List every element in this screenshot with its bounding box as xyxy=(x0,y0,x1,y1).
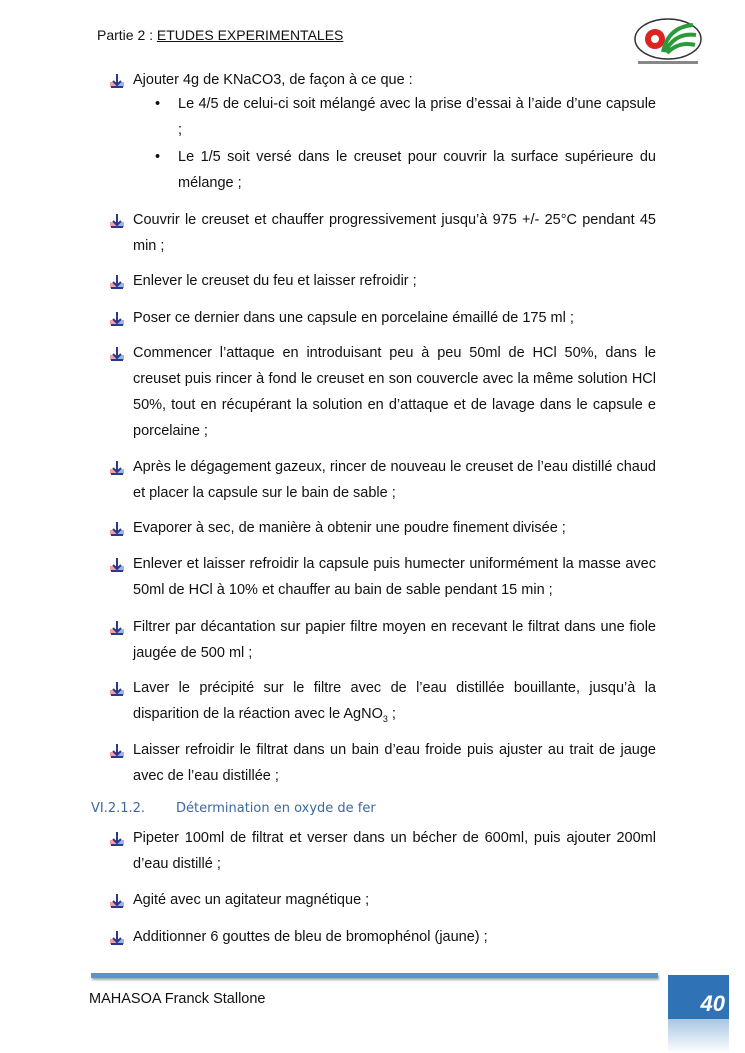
list-item xyxy=(110,340,656,444)
list-item xyxy=(110,887,656,913)
list-item-text: Couvrir le creuset et chauffer progressivement jusqu’à 975 +/- 25°C pendant 45 min ; xyxy=(133,212,656,254)
bullet-icon: • xyxy=(155,96,161,112)
list-item xyxy=(110,675,656,732)
arrow-down-bullet-icon xyxy=(110,931,124,945)
arrow-down-bullet-icon xyxy=(110,682,124,696)
list-item-text: Commencer l’attaque en introduisant peu à peu 50ml de HCl 50%, dans le creuset puis rincer à fond le creuset en son couvercle avec la même solution HCl 50%, tout en récupérant la solution en d’attaque et de lavage dans le capsule e porcelaine ; xyxy=(133,345,656,439)
arrow-down-bullet-icon xyxy=(110,744,124,758)
list-item-text: Evaporer à sec, de manière à obtenir une poudre finement divisée ; xyxy=(133,520,566,536)
arrow-down-bullet-icon xyxy=(110,461,124,475)
list-item xyxy=(110,268,656,294)
footer-author: MAHASOA Franck Stallone xyxy=(89,991,266,1007)
arrow-down-bullet-icon xyxy=(110,74,124,88)
list-item-text: Ajouter 4g de KNaCO3, de façon à ce que : xyxy=(133,72,413,88)
list-item-text: Filtrer par décantation sur papier filtre moyen en recevant le filtrat dans une fiole jaugée de 500 ml ; xyxy=(133,619,656,661)
list-item-text: Additionner 6 gouttes de bleu de bromophénol (jaune) ; xyxy=(133,929,488,945)
list-item xyxy=(110,207,656,259)
list-item xyxy=(110,454,656,506)
arrow-down-bullet-icon xyxy=(110,621,124,635)
list-item-text: Laisser refroidir le filtrat dans un bain d’eau froide puis ajuster au trait de jauge avec de l’eau distillée ; xyxy=(133,742,656,784)
list-item-text: Enlever et laisser refroidir la capsule puis humecter uniformément la masse avec 50ml de HCl à 10% et chauffer au bain de sable pendant 15 min ; xyxy=(133,556,656,598)
bullet-icon: • xyxy=(155,149,161,165)
arrow-down-bullet-icon xyxy=(110,894,124,908)
arrow-down-bullet-icon xyxy=(110,347,124,361)
sub-list-item: • Le 1/5 soit versé dans le creuset pour couvrir la surface supérieure du mélange ; xyxy=(155,144,656,196)
list-item xyxy=(110,737,656,789)
list-item-text: Pipeter 100ml de filtrat et verser dans un bécher de 600ml, puis ajouter 200ml d’eau distillé ; xyxy=(133,830,656,872)
list-item-text: Laver le précipité sur le filtre avec de l’eau distillée bouillante, jusqu’à la disparition de la réaction avec le AgNO$_3$ ; xyxy=(133,680,656,724)
arrow-down-bullet-icon xyxy=(110,312,124,326)
list-item xyxy=(110,67,656,93)
arrow-down-bullet-icon xyxy=(110,214,124,228)
list-item xyxy=(110,305,656,331)
sub-list-item: • Le 4/5 de celui-ci soit mélangé avec la prise d’essai à l’aide d’une capsule ; xyxy=(155,91,656,143)
arrow-down-bullet-icon xyxy=(110,275,124,289)
section-heading: VI.2.1.2. Détermination en oxyde de fer xyxy=(91,801,376,816)
list-item xyxy=(110,924,656,950)
arrow-down-bullet-icon xyxy=(110,558,124,572)
school-logo xyxy=(633,17,703,67)
list-item-text: Enlever le creuset du feu et laisser refroidir ; xyxy=(133,273,417,289)
list-item xyxy=(110,551,656,603)
page-number-reflection xyxy=(668,1019,729,1053)
arrow-down-bullet-icon xyxy=(110,832,124,846)
header-title: ETUDES EXPERIMENTALES xyxy=(156,27,344,43)
list-item xyxy=(110,515,656,541)
arrow-down-bullet-icon xyxy=(110,522,124,536)
page-number-box xyxy=(668,975,729,1019)
footer-divider xyxy=(91,973,658,978)
list-item-text: Après le dégagement gazeux, rincer de nouveau le creuset de l’eau distillé chaud et placer la capsule sur le bain de sable ; xyxy=(133,459,656,501)
list-item xyxy=(110,614,656,666)
list-item xyxy=(110,825,656,877)
page-header: Partie 2 : ETUDES EXPERIMENTALES xyxy=(97,27,344,43)
page-number: 40 xyxy=(700,991,725,1016)
list-item-text: Agité avec un agitateur magnétique ; xyxy=(133,892,370,908)
list-item-text: Poser ce dernier dans une capsule en porcelaine émaillé de 175 ml ; xyxy=(133,310,574,326)
